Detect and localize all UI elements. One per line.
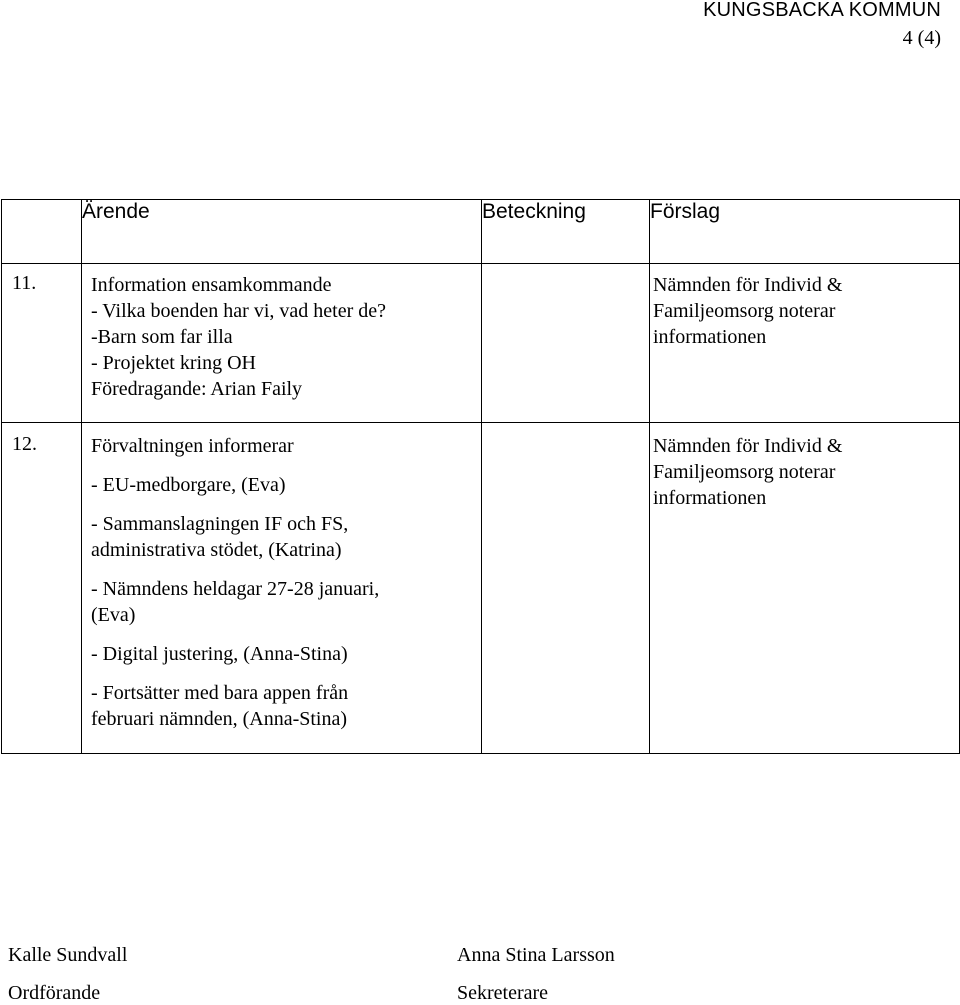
item-designation	[482, 264, 650, 423]
item-line: administrativa stödet, (Katrina)	[91, 539, 342, 561]
header-number-cell	[2, 200, 82, 264]
item-line: februari nämnden, (Anna-Stina)	[91, 708, 348, 730]
item-line: Information ensamkommande	[91, 274, 332, 296]
item-proposal	[650, 264, 960, 423]
signature-role-secretary: Sekreterare	[457, 982, 549, 1004]
item-description	[82, 423, 482, 754]
item-line: - Sammanslagningen IF och FS,	[91, 513, 349, 535]
header-forslag: Förslag	[650, 200, 960, 264]
item-number: 12.	[2, 423, 82, 754]
item-line: - EU-medborgare, (Eva)	[91, 474, 286, 496]
proposal-line: Nämnden för Individ &	[653, 435, 843, 457]
item-line: - Fortsätter med bara appen från	[91, 682, 349, 704]
proposal-line: informationen	[653, 487, 767, 509]
item-designation	[482, 423, 650, 754]
item-proposal	[650, 423, 960, 754]
header-beteckning: Beteckning	[482, 200, 650, 264]
agenda-table	[1, 199, 960, 754]
item-line: Föredragande: Arian Faily	[91, 378, 303, 400]
organization-name: KUNGSBACKA KOMMUN	[703, 0, 941, 21]
item-line: Förvaltningen informerar	[91, 435, 294, 457]
signature-role-chair: Ordförande	[8, 982, 101, 1004]
signature-name-secretary: Anna Stina Larsson	[457, 944, 615, 966]
item-description	[82, 264, 482, 423]
item-line: - Nämndens heldagar 27-28 januari,	[91, 578, 380, 600]
item-line: (Eva)	[91, 604, 136, 626]
proposal-line: Nämnden för Individ &	[653, 274, 843, 296]
page-number: 4 (4)	[902, 27, 941, 49]
proposal-line: informationen	[653, 326, 767, 348]
proposal-line: Familjeomsorg noterar	[653, 300, 836, 322]
item-line: - Digital justering, (Anna-Stina)	[91, 643, 348, 665]
table-header-row	[2, 200, 960, 264]
header-arende: Ärende	[82, 200, 482, 264]
item-number: 11.	[2, 264, 82, 423]
proposal-line: Familjeomsorg noterar	[653, 461, 836, 483]
table-row	[2, 423, 960, 754]
item-line: -Barn som far illa	[91, 326, 233, 348]
table-row	[2, 264, 960, 423]
item-line: - Projektet kring OH	[91, 352, 256, 374]
signature-name-chair: Kalle Sundvall	[8, 944, 128, 966]
item-line: - Vilka boenden har vi, vad heter de?	[91, 300, 386, 322]
